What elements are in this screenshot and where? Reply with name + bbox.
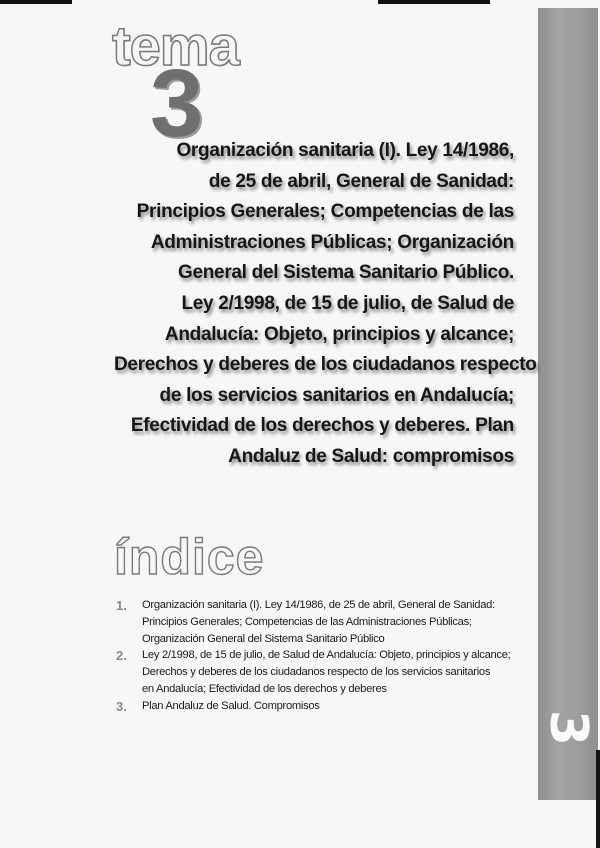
scan-border-right: [596, 750, 600, 848]
chapter-side-tab: [538, 8, 598, 800]
toc-item-text: Organización sanitaria (I). Ley 14/1986, de 25 de abril, General de Sanidad:: [142, 599, 495, 611]
chapter-title-line: Derechos y deberes de los ciudadanos respecto: [114, 354, 537, 376]
scan-border-top-right: [378, 0, 490, 4]
toc-item: [112, 698, 532, 715]
toc-item-text: en Andalucía; Efectividad de los derechos y deberes: [142, 682, 387, 695]
toc-item-text: Derechos y deberes de los ciudadanos respecto de los servicios sanitarios: [142, 666, 491, 679]
chapter-title-line: Andaluz de Salud: compromisos: [228, 445, 514, 467]
chapter-number: 3: [150, 50, 204, 157]
toc-item-text: Principios Generales; Competencias de las Administraciones Públicas;: [142, 615, 472, 628]
toc-item-text: Ley 2/1998, de 15 de julio, de Salud de Andalucía: Objeto, principios y alcance;: [142, 649, 511, 662]
chapter-title-line: Ley 2/1998, de 15 de julio, de Salud de: [181, 292, 514, 314]
toc-item: [112, 647, 532, 697]
chapter-label: tema: [112, 14, 239, 77]
index-heading: índice: [114, 529, 265, 585]
toc-item-text: Organización General del Sistema Sanitario Público: [142, 632, 385, 645]
chapter-title-line: de los servicios sanitarios en Andalucía;: [159, 384, 514, 406]
chapter-title-line: Administraciones Públicas; Organización: [150, 231, 514, 253]
toc-item-number: 2.: [116, 648, 127, 664]
toc-item-number: 1.: [116, 598, 127, 613]
table-of-contents: [112, 597, 532, 715]
chapter-title-line: Principios Generales; Competencias de las: [136, 201, 514, 223]
chapter-title: [114, 136, 537, 473]
chapter-title-line: Organización sanitaria (I). Ley 14/1986,: [176, 140, 514, 161]
chapter-title-line: General del Sistema Sanitario Público.: [178, 262, 514, 284]
chapter-title-line: Efectividad de los derechos y deberes. Plan: [130, 415, 514, 437]
toc-item-number: 3.: [116, 698, 127, 714]
chapter-title-line: de 25 de abril, General de Sanidad:: [208, 170, 514, 192]
toc-item: [112, 597, 532, 647]
side-tab-number: 3: [538, 709, 598, 747]
scan-border-top-left: [0, 0, 72, 4]
toc-item-text: Plan Andaluz de Salud. Compromisos: [142, 699, 320, 712]
chapter-title-line: Andalucía: Objeto, principios y alcance;: [164, 323, 514, 345]
